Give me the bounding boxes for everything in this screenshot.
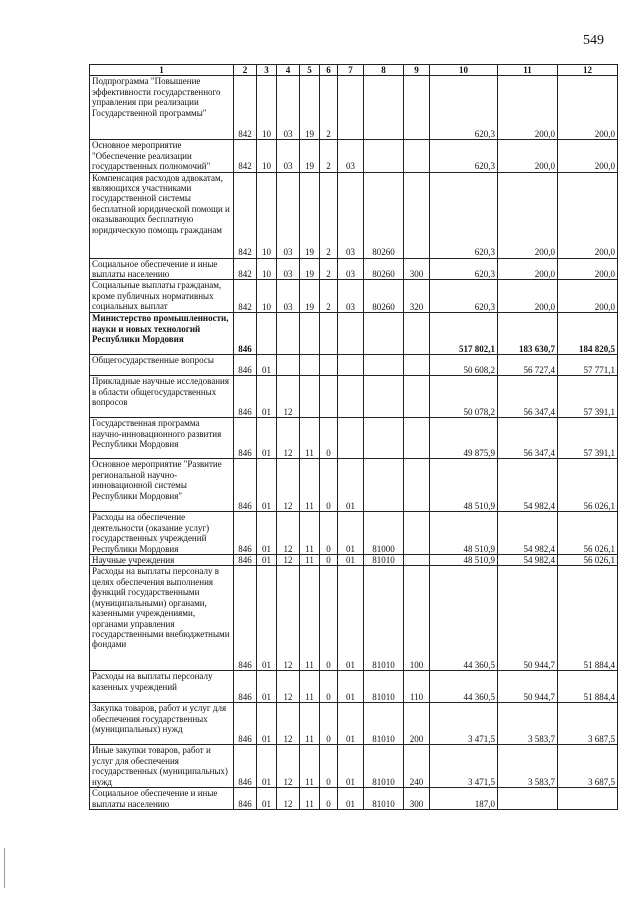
cell-c11: 183 630,7 — [498, 313, 558, 355]
cell-c11: 200,0 — [498, 140, 558, 172]
cell-c8 — [364, 418, 404, 459]
cell-c5: 11 — [300, 566, 320, 671]
cell-c3: 10 — [257, 258, 277, 280]
cell-c6: 0 — [320, 703, 338, 745]
cell-c9: 200 — [404, 703, 430, 745]
cell-c5: 19 — [300, 280, 320, 313]
cell-c11: 200,0 — [498, 172, 558, 258]
table-row — [90, 671, 618, 703]
cell-c10: 187,0 — [430, 788, 498, 810]
budget-table-container — [89, 64, 617, 810]
cell-c4: 12 — [277, 566, 300, 671]
cell-c3: 10 — [257, 172, 277, 258]
cell-c12: 56 026,1 — [558, 459, 618, 512]
cell-c10: 620,3 — [430, 258, 498, 280]
cell-c2: 846 — [234, 418, 257, 459]
cell-c9 — [404, 555, 430, 566]
cell-c9: 100 — [404, 566, 430, 671]
cell-c3: 10 — [257, 140, 277, 172]
cell-c6: 2 — [320, 280, 338, 313]
cell-c5: 19 — [300, 76, 320, 140]
cell-c4: 12 — [277, 512, 300, 555]
cell-c2: 846 — [234, 555, 257, 566]
cell-c2: 846 — [234, 459, 257, 512]
cell-c11: 54 982,4 — [498, 459, 558, 512]
header-cell: 11 — [498, 65, 558, 76]
row-name-cell: Социальное обеспечение и иные выплаты населению — [90, 788, 234, 810]
cell-c3: 01 — [257, 566, 277, 671]
table-row — [90, 459, 618, 512]
cell-c7 — [338, 418, 364, 459]
cell-c4: 12 — [277, 459, 300, 512]
cell-c9 — [404, 76, 430, 140]
header-cell: 6 — [320, 65, 338, 76]
cell-c9 — [404, 140, 430, 172]
cell-c5: 11 — [300, 703, 320, 745]
cell-c8: 80260 — [364, 172, 404, 258]
cell-c8: 80260 — [364, 280, 404, 313]
cell-c8: 81010 — [364, 703, 404, 745]
cell-c2: 846 — [234, 355, 257, 376]
cell-c7: 01 — [338, 459, 364, 512]
cell-c10: 44 360,5 — [430, 566, 498, 671]
cell-c11: 200,0 — [498, 258, 558, 280]
cell-c7: 03 — [338, 258, 364, 280]
table-row — [90, 418, 618, 459]
cell-c2: 842 — [234, 76, 257, 140]
cell-c9 — [404, 459, 430, 512]
cell-c8 — [364, 355, 404, 376]
cell-c10: 49 875,9 — [430, 418, 498, 459]
cell-c8: 81010 — [364, 566, 404, 671]
header-cell: 4 — [277, 65, 300, 76]
cell-c4: 12 — [277, 555, 300, 566]
table-row — [90, 703, 618, 745]
cell-c11 — [498, 788, 558, 810]
cell-c11: 54 982,4 — [498, 555, 558, 566]
row-name-cell: Государственная программа научно-инновационного развития Республики Мордовия — [90, 418, 234, 459]
cell-c2: 842 — [234, 280, 257, 313]
cell-c8: 81010 — [364, 555, 404, 566]
cell-c2: 842 — [234, 140, 257, 172]
cell-c10: 48 510,9 — [430, 459, 498, 512]
cell-c5: 11 — [300, 745, 320, 788]
cell-c9 — [404, 418, 430, 459]
page-number: 549 — [583, 33, 604, 48]
cell-c10: 620,3 — [430, 76, 498, 140]
cell-c12: 200,0 — [558, 172, 618, 258]
cell-c5 — [300, 355, 320, 376]
cell-c7: 01 — [338, 745, 364, 788]
cell-c9 — [404, 313, 430, 355]
cell-c9 — [404, 512, 430, 555]
cell-c4: 12 — [277, 703, 300, 745]
table-row — [90, 140, 618, 172]
cell-c4 — [277, 355, 300, 376]
cell-c10: 3 471,5 — [430, 703, 498, 745]
row-name-cell: Социальные выплаты гражданам, кроме публичных нормативных социальных выплат — [90, 280, 234, 313]
cell-c5: 11 — [300, 459, 320, 512]
cell-c12: 200,0 — [558, 280, 618, 313]
header-cell: 9 — [404, 65, 430, 76]
cell-c12: 200,0 — [558, 258, 618, 280]
cell-c6: 2 — [320, 172, 338, 258]
cell-c12: 57 391,1 — [558, 376, 618, 418]
table-row — [90, 313, 618, 355]
cell-c4: 03 — [277, 258, 300, 280]
cell-c8: 80260 — [364, 258, 404, 280]
budget-table — [89, 64, 618, 810]
cell-c10: 48 510,9 — [430, 512, 498, 555]
cell-c3: 01 — [257, 355, 277, 376]
cell-c4: 12 — [277, 788, 300, 810]
cell-c10: 44 360,5 — [430, 671, 498, 703]
cell-c3: 01 — [257, 555, 277, 566]
cell-c7: 03 — [338, 280, 364, 313]
cell-c11: 54 982,4 — [498, 512, 558, 555]
cell-c8 — [364, 76, 404, 140]
row-name-cell: Основное мероприятие "Обеспечение реализации государственных полномочий" — [90, 140, 234, 172]
cell-c12: 51 884,4 — [558, 671, 618, 703]
row-name-cell: Закупка товаров, работ и услуг для обеспечения государственных (муниципальных) нужд — [90, 703, 234, 745]
cell-c9: 320 — [404, 280, 430, 313]
cell-c3: 01 — [257, 745, 277, 788]
row-name-cell: Иные закупки товаров, работ и услуг для обеспечения государственных (муниципальных) нужд — [90, 745, 234, 788]
cell-c5 — [300, 313, 320, 355]
cell-c6: 2 — [320, 140, 338, 172]
cell-c10: 517 802,1 — [430, 313, 498, 355]
cell-c6: 0 — [320, 512, 338, 555]
cell-c5: 11 — [300, 788, 320, 810]
row-name-cell: Социальное обеспечение и иные выплаты населению — [90, 258, 234, 280]
table-row — [90, 512, 618, 555]
header-cell: 7 — [338, 65, 364, 76]
cell-c8: 81000 — [364, 512, 404, 555]
cell-c10: 620,3 — [430, 140, 498, 172]
table-body — [90, 65, 618, 810]
cell-c11: 200,0 — [498, 280, 558, 313]
cell-c7: 01 — [338, 788, 364, 810]
cell-c9 — [404, 355, 430, 376]
header-cell: 1 — [90, 65, 234, 76]
row-name-cell: Прикладные научные исследования в области общегосударственных вопросов — [90, 376, 234, 418]
cell-c4: 12 — [277, 671, 300, 703]
cell-c10: 50 078,2 — [430, 376, 498, 418]
cell-c9: 110 — [404, 671, 430, 703]
cell-c3: 01 — [257, 788, 277, 810]
header-cell: 2 — [234, 65, 257, 76]
cell-c8 — [364, 376, 404, 418]
table-row — [90, 280, 618, 313]
cell-c12: 3 687,5 — [558, 745, 618, 788]
row-name-cell: Основное мероприятие "Развитие региональной научно-инновационной системы Республики Мордовия" — [90, 459, 234, 512]
cell-c11: 56 727,4 — [498, 355, 558, 376]
cell-c7: 01 — [338, 555, 364, 566]
cell-c7: 03 — [338, 140, 364, 172]
cell-c6 — [320, 313, 338, 355]
cell-c2: 846 — [234, 788, 257, 810]
table-row — [90, 76, 618, 140]
cell-c9 — [404, 172, 430, 258]
cell-c8 — [364, 459, 404, 512]
cell-c4: 03 — [277, 280, 300, 313]
cell-c11: 200,0 — [498, 76, 558, 140]
cell-c7: 01 — [338, 671, 364, 703]
cell-c6: 2 — [320, 258, 338, 280]
cell-c2: 846 — [234, 745, 257, 788]
cell-c6: 0 — [320, 555, 338, 566]
row-name-cell: Министерство промышленности, науки и новых технологий Республики Мордовия — [90, 313, 234, 355]
table-row — [90, 566, 618, 671]
cell-c6 — [320, 376, 338, 418]
cell-c2: 846 — [234, 671, 257, 703]
cell-c6: 0 — [320, 459, 338, 512]
cell-c12: 200,0 — [558, 140, 618, 172]
cell-c6: 0 — [320, 671, 338, 703]
cell-c7: 01 — [338, 703, 364, 745]
cell-c12: 56 026,1 — [558, 555, 618, 566]
cell-c10: 620,3 — [430, 172, 498, 258]
cell-c6: 0 — [320, 745, 338, 788]
cell-c6: 0 — [320, 418, 338, 459]
row-name-cell: Расходы на выплаты персоналу в целях обеспечения выполнения функций государственными (муниципальными) органами, казенными учреждениями, органами управления государственными внебюджетными фондами — [90, 566, 234, 671]
table-row — [90, 555, 618, 566]
cell-c10: 620,3 — [430, 280, 498, 313]
cell-c5: 11 — [300, 512, 320, 555]
cell-c11: 56 347,4 — [498, 418, 558, 459]
cell-c10: 50 608,2 — [430, 355, 498, 376]
cell-c7 — [338, 376, 364, 418]
cell-c2: 842 — [234, 258, 257, 280]
cell-c7: 03 — [338, 172, 364, 258]
cell-c3: 01 — [257, 459, 277, 512]
cell-c3: 10 — [257, 76, 277, 140]
table-row — [90, 172, 618, 258]
cell-c7: 01 — [338, 512, 364, 555]
cell-c11: 56 347,4 — [498, 376, 558, 418]
table-header-row — [90, 65, 618, 76]
cell-c11: 50 944,7 — [498, 566, 558, 671]
cell-c4: 12 — [277, 418, 300, 459]
cell-c9 — [404, 376, 430, 418]
cell-c12: 200,0 — [558, 76, 618, 140]
cell-c8: 81010 — [364, 745, 404, 788]
header-cell: 10 — [430, 65, 498, 76]
cell-c3: 10 — [257, 280, 277, 313]
cell-c7 — [338, 313, 364, 355]
row-name-cell: Общегосударственные вопросы — [90, 355, 234, 376]
header-cell: 12 — [558, 65, 618, 76]
table-row — [90, 258, 618, 280]
cell-c12 — [558, 788, 618, 810]
cell-c5: 19 — [300, 258, 320, 280]
cell-c5 — [300, 376, 320, 418]
table-row — [90, 788, 618, 810]
table-row — [90, 745, 618, 788]
header-cell: 8 — [364, 65, 404, 76]
cell-c4 — [277, 313, 300, 355]
cell-c2: 842 — [234, 172, 257, 258]
row-name-cell: Научные учреждения — [90, 555, 234, 566]
cell-c3: 01 — [257, 703, 277, 745]
row-name-cell: Компенсация расходов адвокатам, являющихся участниками государственной системы бесплатной юридической помощи и оказывающих бесплатную юридическую помощь гражданам — [90, 172, 234, 258]
cell-c2: 846 — [234, 313, 257, 355]
cell-c2: 846 — [234, 566, 257, 671]
cell-c4: 03 — [277, 172, 300, 258]
cell-c7 — [338, 76, 364, 140]
cell-c6: 0 — [320, 788, 338, 810]
cell-c12: 3 687,5 — [558, 703, 618, 745]
row-name-cell: Подпрограмма "Повышение эффективности государственного управления при реализации Государственной программы" — [90, 76, 234, 140]
cell-c10: 3 471,5 — [430, 745, 498, 788]
cell-c3: 01 — [257, 418, 277, 459]
cell-c5: 11 — [300, 671, 320, 703]
cell-c12: 57 391,1 — [558, 418, 618, 459]
cell-c4: 03 — [277, 140, 300, 172]
scan-margin-mark — [4, 848, 5, 888]
cell-c6 — [320, 355, 338, 376]
cell-c12: 56 026,1 — [558, 512, 618, 555]
cell-c3 — [257, 313, 277, 355]
cell-c3: 01 — [257, 376, 277, 418]
cell-c6: 0 — [320, 566, 338, 671]
header-cell: 5 — [300, 65, 320, 76]
cell-c7 — [338, 355, 364, 376]
cell-c12: 51 884,4 — [558, 566, 618, 671]
row-name-cell: Расходы на выплаты персоналу казенных учреждений — [90, 671, 234, 703]
cell-c7: 01 — [338, 566, 364, 671]
cell-c6: 2 — [320, 76, 338, 140]
cell-c8: 81010 — [364, 671, 404, 703]
cell-c2: 846 — [234, 376, 257, 418]
cell-c11: 3 583,7 — [498, 703, 558, 745]
cell-c5: 11 — [300, 418, 320, 459]
cell-c4: 12 — [277, 745, 300, 788]
cell-c8 — [364, 313, 404, 355]
cell-c8: 81010 — [364, 788, 404, 810]
cell-c8 — [364, 140, 404, 172]
cell-c9: 300 — [404, 258, 430, 280]
header-cell: 3 — [257, 65, 277, 76]
row-name-cell: Расходы на обеспечение деятельности (оказание услуг) государственных учреждений Республики Мордовия — [90, 512, 234, 555]
cell-c11: 50 944,7 — [498, 671, 558, 703]
cell-c11: 3 583,7 — [498, 745, 558, 788]
table-row — [90, 355, 618, 376]
cell-c2: 846 — [234, 512, 257, 555]
cell-c9: 240 — [404, 745, 430, 788]
cell-c12: 184 820,5 — [558, 313, 618, 355]
cell-c4: 03 — [277, 76, 300, 140]
cell-c2: 846 — [234, 703, 257, 745]
cell-c4: 12 — [277, 376, 300, 418]
cell-c5: 11 — [300, 555, 320, 566]
cell-c5: 19 — [300, 140, 320, 172]
cell-c3: 01 — [257, 671, 277, 703]
cell-c9: 300 — [404, 788, 430, 810]
cell-c12: 57 771,1 — [558, 355, 618, 376]
table-row — [90, 376, 618, 418]
cell-c5: 19 — [300, 172, 320, 258]
cell-c3: 01 — [257, 512, 277, 555]
cell-c10: 48 510,9 — [430, 555, 498, 566]
